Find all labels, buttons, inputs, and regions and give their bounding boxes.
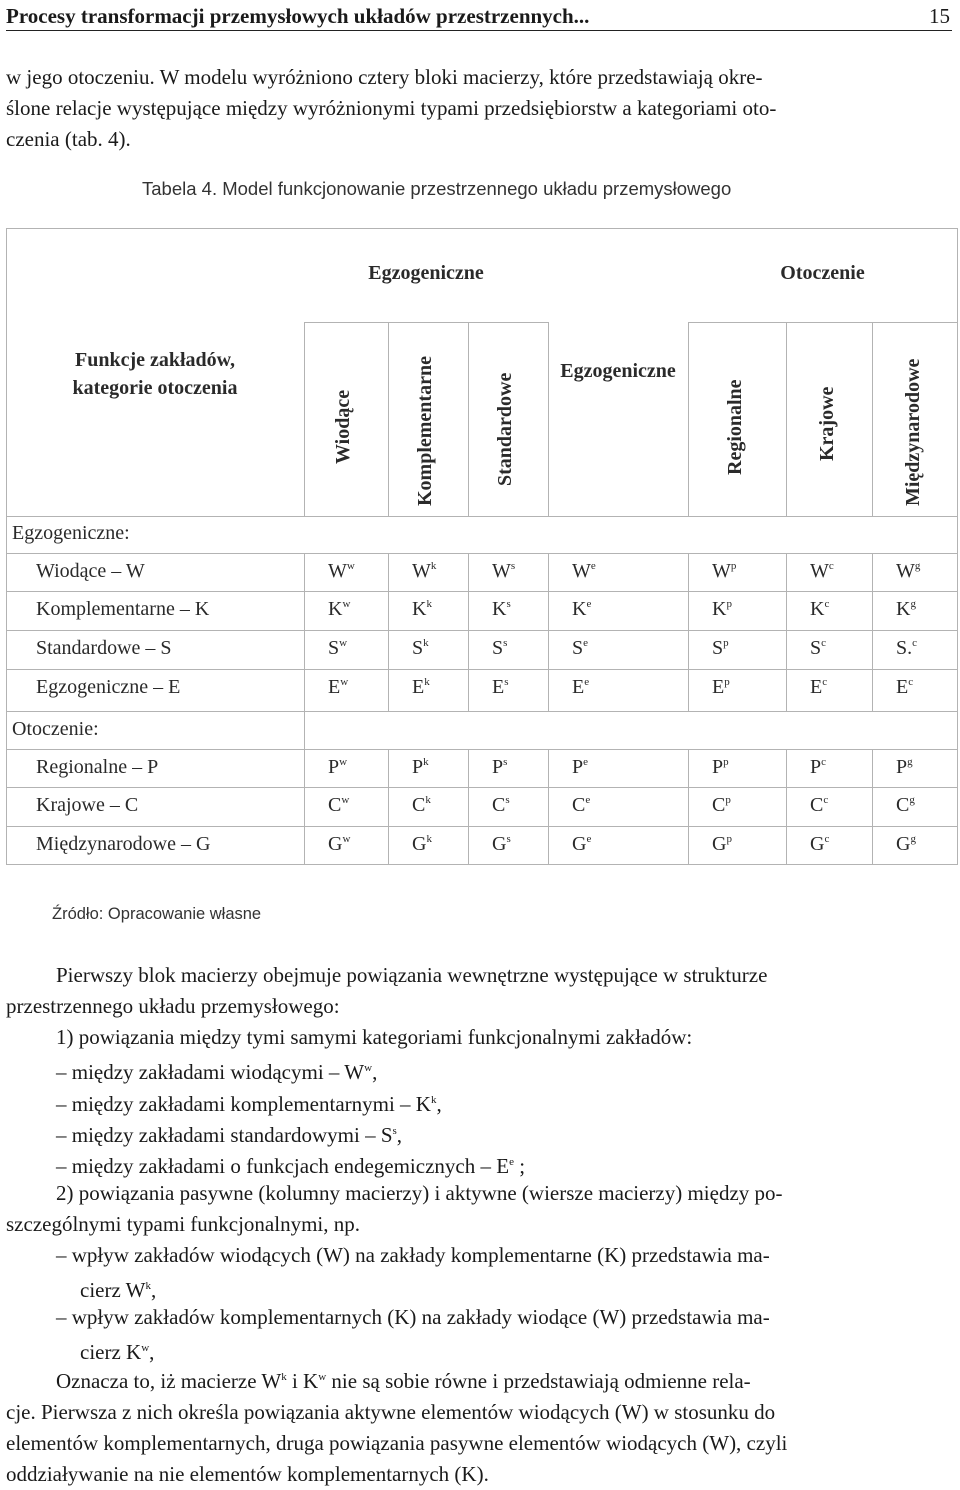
cell-symbol: P [412, 756, 424, 778]
cell-superscript: g [914, 560, 921, 572]
column-divider [786, 749, 787, 864]
matrix-cell [412, 676, 430, 699]
matrix-cell [412, 833, 432, 856]
matrix-cell [492, 794, 510, 817]
cell-superscript: w [339, 756, 348, 768]
cell-superscript: g [909, 794, 915, 806]
matrix-cell [492, 598, 511, 621]
matrix-cell [328, 598, 350, 621]
matrix-cell [412, 598, 432, 621]
body-paragraph-3 [6, 1362, 954, 1490]
matrix-cell [896, 676, 913, 699]
page-number: 15 [929, 4, 950, 28]
cell-superscript: p [725, 794, 731, 806]
matrix-cell [896, 833, 916, 856]
matrix-cell [896, 756, 913, 779]
column-divider [468, 749, 469, 864]
body-paragraph-1 [6, 960, 954, 1053]
col-header-complementary: Komplementarne [414, 356, 436, 506]
row-label: Standardowe – S [36, 637, 172, 659]
matrix-cell [896, 794, 915, 817]
dash-list-item: – między zakładami komplementarnymi – $K^k$, [56, 1092, 442, 1116]
column-divider [786, 553, 787, 711]
list-item-2: 2) powiązania pasywne (kolumny macierzy) i aktywne (wiersze macierzy) między po- [56, 1181, 783, 1205]
cell-superscript: e [585, 794, 591, 806]
cell-superscript: k [425, 794, 431, 806]
table-border [6, 864, 958, 865]
row-divider [6, 591, 958, 592]
cell-symbol: W [328, 560, 347, 582]
cell-symbol: G [810, 833, 825, 855]
cell-superscript: c [822, 676, 828, 688]
cell-superscript: w [342, 833, 351, 845]
dash-list-item: – między zakładami standardowymi – $S^s$, [56, 1123, 403, 1147]
cell-symbol: E [572, 676, 585, 698]
cell-symbol: K [328, 598, 343, 620]
cell-superscript: s [505, 794, 510, 806]
corner-label-line: kategorie otoczenia [72, 377, 238, 399]
row-divider [6, 749, 958, 750]
column-divider [872, 553, 873, 711]
table-caption: Tabela 4. Model funkcjonowanie przestrzennego układu przemysłowego [142, 178, 732, 199]
group-header-exogenous: Egzogeniczne [368, 262, 484, 284]
matrix-cell [712, 598, 732, 621]
column-divider [304, 322, 305, 516]
cell-superscript: s [510, 560, 516, 572]
cell-symbol: K [572, 598, 587, 620]
col-header-exogenous: Egzogeniczne [560, 360, 676, 382]
cell-symbol: P [712, 756, 724, 778]
running-title: Procesy transformacji przemysłowych układów przestrzennych... [6, 4, 590, 28]
dash-list-item: – między zakładami wiodącymi – $W^w$, [56, 1060, 378, 1084]
col-header-regional: Regionalne [724, 379, 746, 475]
matrix-cell [328, 676, 348, 699]
column-divider [548, 322, 549, 516]
cell-superscript: e [590, 560, 596, 572]
cell-superscript: c [824, 833, 830, 845]
column-divider [688, 749, 689, 864]
cell-superscript: k [426, 833, 432, 845]
influence-line: cierz $W^k$, [80, 1278, 157, 1302]
cell-symbol: C [412, 794, 426, 816]
col-header-international: Międzynarodowe [902, 358, 924, 506]
matrix-cell [492, 833, 511, 856]
col-header-leading: Wiodące [332, 389, 354, 464]
intro-line: ślone relacje występujące między wyróżnionymi typami przedsiębiorstw a kategoriami oto- [6, 96, 777, 120]
cell-superscript: e [586, 598, 592, 610]
cell-symbol: E [810, 676, 823, 698]
matrix-cell [492, 756, 507, 779]
section-label-environment: Otoczenie: [12, 718, 99, 740]
matrix-cell [810, 560, 834, 583]
column-divider [548, 749, 549, 864]
matrix-cell [896, 637, 917, 660]
cell-superscript: c [821, 756, 827, 768]
column-divider [388, 553, 389, 711]
row-label: Egzogeniczne – E [36, 676, 181, 698]
intro-line: w jego otoczeniu. W modelu wyróżniono cztery bloki macierzy, które przedstawiają okre- [6, 65, 763, 89]
body-line: oddziaływanie na nie elementów komplementarnych (K). [6, 1462, 489, 1486]
cell-symbol: W [572, 560, 591, 582]
matrix-cell [328, 560, 355, 583]
cell-superscript: w [346, 560, 355, 572]
column-divider [388, 322, 389, 516]
column-divider [688, 553, 689, 711]
cell-symbol: S. [896, 637, 913, 659]
header-bottom-rule [6, 516, 958, 517]
table-border [957, 228, 958, 865]
cell-superscript: k [430, 560, 437, 572]
cell-symbol: E [896, 676, 909, 698]
intro-paragraph [6, 62, 954, 155]
matrix-cell [572, 598, 591, 621]
cell-superscript: p [723, 756, 729, 768]
cell-symbol: C [712, 794, 726, 816]
row-divider [6, 826, 958, 827]
corner-label-line: Funkcje zakładów, [74, 349, 236, 371]
matrix-cell [712, 637, 729, 660]
cell-symbol: W [810, 560, 829, 582]
matrix-cell [572, 794, 590, 817]
cell-superscript: e [586, 833, 592, 845]
cell-symbol: C [492, 794, 506, 816]
cell-symbol: C [572, 794, 586, 816]
body-line: Pierwszy blok macierzy obejmuje powiązania wewnętrzne występujące w strukturze [56, 963, 768, 987]
influence-line: – wpływ zakładów wiodących (W) na zakłady komplementarne (K) przedstawia ma- [56, 1243, 770, 1267]
running-header [6, 0, 952, 31]
cell-symbol: G [492, 833, 507, 855]
cell-superscript: k [426, 598, 432, 610]
row-label: Komplementarne – K [36, 598, 210, 620]
row-divider [6, 711, 958, 712]
cell-symbol: W [896, 560, 915, 582]
cell-symbol: S [412, 637, 424, 659]
cell-symbol: C [328, 794, 342, 816]
row-divider [6, 669, 958, 670]
matrix-cell [810, 756, 826, 779]
section-label-exogenous: Egzogeniczne: [12, 522, 130, 544]
cell-symbol: S [328, 637, 340, 659]
column-divider [872, 749, 873, 864]
matrix-cell [412, 637, 429, 660]
cell-superscript: g [910, 598, 916, 610]
cell-symbol: G [328, 833, 343, 855]
header-divider [688, 322, 957, 323]
cell-symbol: G [412, 833, 427, 855]
matrix-cell [712, 833, 732, 856]
matrix-cell [810, 833, 829, 856]
cell-symbol: E [492, 676, 505, 698]
row-divider [6, 787, 958, 788]
cell-superscript: p [726, 598, 732, 610]
cell-symbol: K [896, 598, 911, 620]
matrix-cell [412, 560, 436, 583]
cell-superscript: k [423, 637, 429, 649]
dash-list-item: – między zakładami o funkcjach endegemicznych – $E^e$ ; [56, 1154, 526, 1178]
row-divider [6, 553, 958, 554]
cell-symbol: W [492, 560, 511, 582]
matrix-cell [810, 637, 826, 660]
cell-superscript: e [583, 637, 589, 649]
col-header-national: Krajowe [816, 386, 838, 461]
matrix-cell [492, 637, 507, 660]
cell-symbol: G [896, 833, 911, 855]
table-border [6, 228, 7, 865]
matrix-cell [712, 756, 729, 779]
matrix-cell [328, 637, 347, 660]
cell-symbol: P [328, 756, 340, 778]
matrix-cell [810, 598, 829, 621]
cell-superscript: k [423, 756, 429, 768]
row-label: Wiodące – W [36, 560, 145, 582]
cell-symbol: W [712, 560, 731, 582]
matrix-cell [572, 637, 588, 660]
cell-symbol: E [412, 676, 425, 698]
matrix-cell [810, 794, 828, 817]
cell-symbol: P [572, 756, 584, 778]
table-border [6, 228, 958, 229]
column-divider [468, 553, 469, 711]
cell-superscript: s [506, 598, 511, 610]
cell-symbol: C [896, 794, 910, 816]
cell-superscript: w [342, 598, 351, 610]
matrix-cell [492, 676, 509, 699]
cell-symbol: S [572, 637, 584, 659]
model-table [6, 228, 958, 865]
cell-superscript: w [339, 637, 348, 649]
cell-superscript: p [723, 637, 729, 649]
cell-superscript: k [424, 676, 430, 688]
column-divider [468, 322, 469, 516]
column-divider [688, 322, 689, 516]
cell-superscript: c [828, 560, 834, 572]
influence-line: – wpływ zakładów komplementarnych (K) na zakłady wiodące (W) przedstawia ma- [56, 1305, 770, 1329]
cell-symbol: P [492, 756, 504, 778]
influence-line: cierz $K^w$, [80, 1340, 155, 1364]
cell-symbol: K [810, 598, 825, 620]
row-label: Międzynarodowe – G [36, 833, 211, 855]
cell-symbol: E [712, 676, 725, 698]
cell-symbol: E [328, 676, 341, 698]
cell-symbol: P [810, 756, 822, 778]
matrix-cell [572, 833, 591, 856]
col-header-standard: Standardowe [494, 372, 516, 486]
intro-line: czenia (tab. 4). [6, 127, 131, 151]
column-divider [872, 322, 873, 516]
cell-superscript: s [503, 637, 508, 649]
cell-symbol: C [810, 794, 824, 816]
cell-superscript: c [823, 794, 829, 806]
final-first-line: Oznacza to, iż macierze $W^k$ i $K^w$ nie są sobie równe i przedstawiają odmienne rela- [56, 1369, 751, 1393]
cell-symbol: G [712, 833, 727, 855]
group-header-environment: Otoczenie [780, 262, 865, 284]
cell-superscript: g [910, 833, 916, 845]
row-label: Regionalne – P [36, 756, 159, 778]
row-label: Krajowe – C [36, 794, 139, 816]
cell-superscript: s [506, 833, 511, 845]
matrix-cell [492, 560, 515, 583]
matrix-cell [328, 756, 347, 779]
matrix-cell [896, 598, 916, 621]
cell-superscript: e [583, 756, 589, 768]
cell-superscript: c [912, 637, 918, 649]
cell-superscript: w [341, 794, 350, 806]
body-line: szczególnymi typami funkcjonalnymi, np. [6, 1212, 361, 1236]
cell-superscript: p [724, 676, 730, 688]
matrix-cell [712, 560, 736, 583]
table-source: Źródło: Opracowanie własne [52, 905, 262, 923]
matrix-cell [572, 756, 588, 779]
cell-symbol: K [412, 598, 427, 620]
body-line: cje. Pierwsza z nich określa powiązania aktywne elementów wiodących (W) w stosunku do [6, 1400, 776, 1424]
cell-superscript: s [504, 676, 509, 688]
cell-symbol: G [572, 833, 587, 855]
matrix-cell [896, 560, 920, 583]
list-item-1: 1) powiązania między tymi samymi kategoriami funkcjonalnymi zakładów: [56, 1025, 693, 1049]
cell-superscript: c [821, 637, 827, 649]
cell-superscript: w [340, 676, 349, 688]
body-paragraph-2 [6, 1178, 954, 1240]
matrix-cell [328, 794, 349, 817]
cell-superscript: e [584, 676, 590, 688]
cell-symbol: W [412, 560, 431, 582]
cell-superscript: c [824, 598, 830, 610]
cell-superscript: g [907, 756, 913, 768]
header-divider [304, 322, 548, 323]
column-divider [304, 553, 305, 864]
column-divider [786, 322, 787, 516]
matrix-cell [712, 676, 730, 699]
body-line: elementów komplementarnych, druga powiązania pasywne elementów wiodących (W), czyli [6, 1431, 788, 1455]
cell-symbol: S [810, 637, 822, 659]
row-divider [6, 630, 958, 631]
matrix-cell [810, 676, 827, 699]
cell-symbol: P [896, 756, 908, 778]
matrix-cell [328, 833, 350, 856]
cell-symbol: S [492, 637, 504, 659]
cell-superscript: s [503, 756, 508, 768]
matrix-cell [572, 676, 589, 699]
matrix-cell [572, 560, 596, 583]
corner-label [6, 346, 304, 402]
cell-superscript: p [730, 560, 737, 572]
cell-symbol: K [492, 598, 507, 620]
cell-symbol: K [712, 598, 727, 620]
cell-superscript: c [908, 676, 914, 688]
matrix-cell [412, 794, 431, 817]
cell-superscript: p [726, 833, 732, 845]
matrix-cell [412, 756, 429, 779]
column-divider [548, 553, 549, 711]
cell-symbol: S [712, 637, 724, 659]
body-line: przestrzennego układu przemysłowego: [6, 994, 340, 1018]
column-divider [388, 749, 389, 864]
matrix-cell [712, 794, 731, 817]
